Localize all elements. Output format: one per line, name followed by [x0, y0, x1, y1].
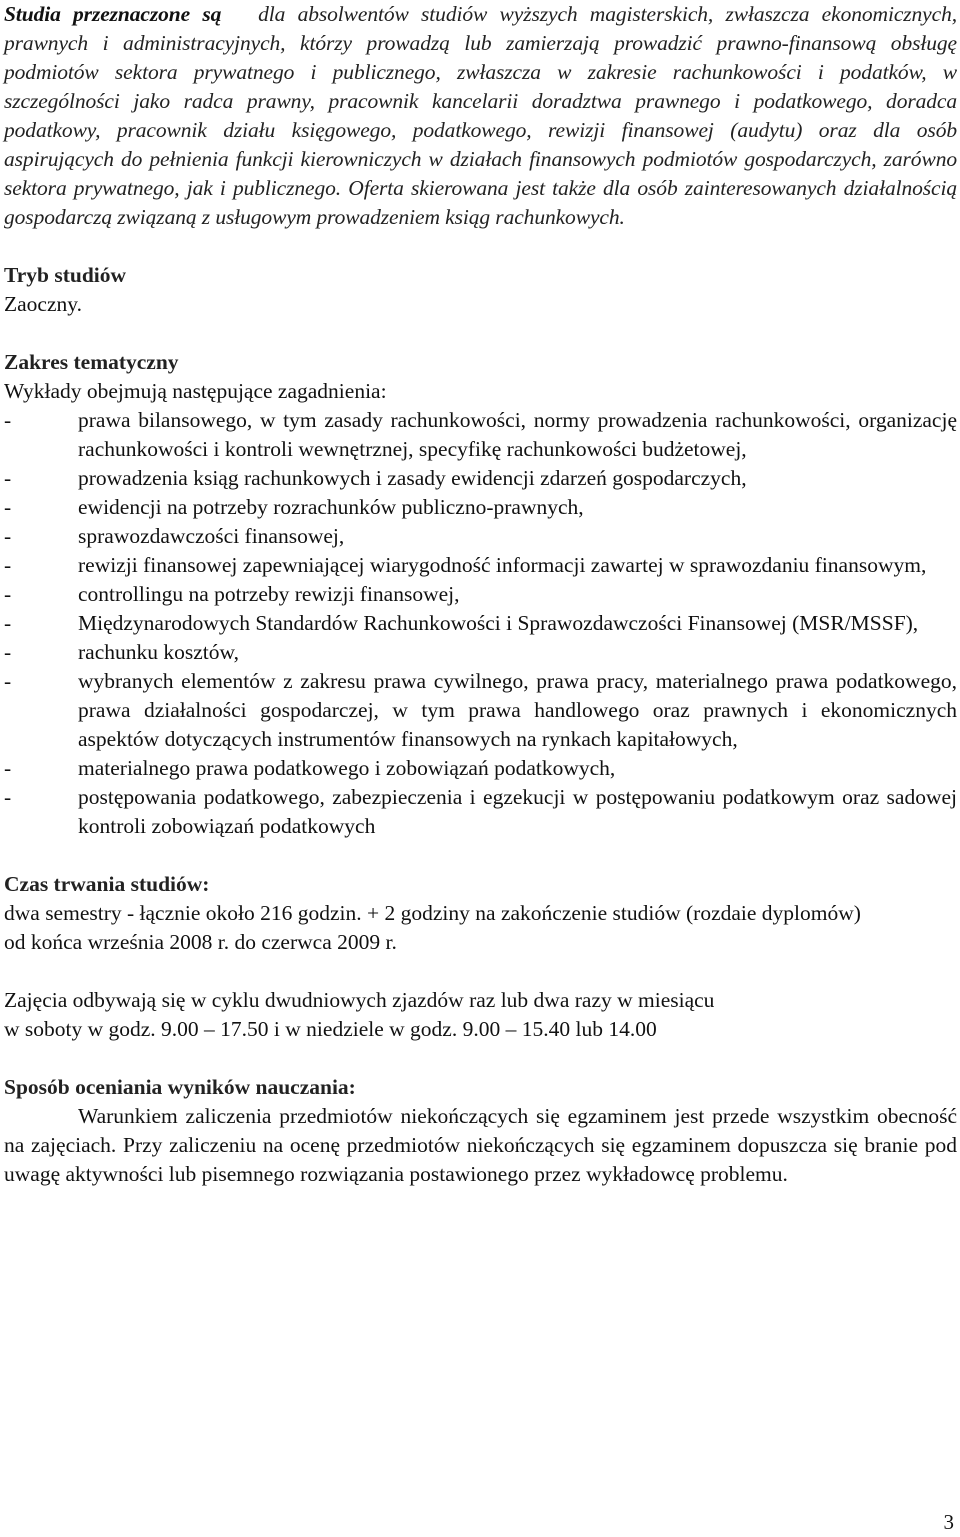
list-item-text: prowadzenia ksiąg rachunkowych i zasady ewidencji zdarzeń gospodarczych,	[78, 466, 747, 490]
list-item	[4, 493, 957, 522]
list-dash: -	[4, 640, 12, 664]
list-item	[4, 667, 957, 754]
scope-intro: Wykłady obejmują następujące zagadnienia:	[4, 379, 387, 403]
list-item-text: Międzynarodowych Standardów Rachunkowości i Sprawozdawczości Finansowej (MSR/MSSF),	[78, 611, 919, 635]
spacer	[4, 957, 957, 986]
list-item	[4, 464, 957, 493]
list-dash: -	[4, 466, 12, 490]
list-item-text: prawa bilansowego, w tym zasady rachunkowości, normy prowadzenia rachunkowości, organizację rachunkowości i kontroli wewnętrznej, specyfikę rachunkowości budżetowej,	[78, 408, 957, 461]
spacer	[4, 841, 957, 870]
duration-heading: Czas trwania studiów:	[4, 872, 210, 896]
list-item-text: postępowania podatkowego, zabezpieczenia i egzekucji w postępowaniu podatkowym oraz sadowej kontroli zobowiązań podatkowych	[78, 785, 957, 838]
list-dash: -	[4, 756, 12, 780]
duration-line-4: w soboty w godz. 9.00 – 17.50 i w niedziele w godz. 9.00 – 15.40 lub 14.00	[4, 1017, 657, 1041]
list-item	[4, 609, 957, 638]
intro-lead: Studia przeznaczone są	[4, 2, 222, 26]
list-dash: -	[4, 524, 12, 548]
list-item	[4, 522, 957, 551]
list-item-text: wybranych elementów z zakresu prawa cywilnego, prawa pracy, materialnego prawa podatkowego, prawa działalności gospodarczej, w tym prawa handlowego oraz prawnych i ekonomicznych aspektów dotyczących instrumentów finansowych na rynkach kapitałowych,	[78, 669, 957, 751]
list-item	[4, 754, 957, 783]
assessment-heading: Sposób oceniania wyników nauczania:	[4, 1075, 356, 1099]
list-item-text: sprawozdawczości finansowej,	[78, 524, 345, 548]
list-dash: -	[4, 408, 12, 432]
topics-list	[4, 406, 957, 841]
scope-heading: Zakres tematyczny	[4, 350, 179, 374]
mode-heading: Tryb studiów	[4, 263, 127, 287]
list-item	[4, 406, 957, 464]
document-page	[4, 0, 957, 1189]
list-dash: -	[4, 669, 12, 693]
list-dash: -	[4, 495, 12, 519]
list-item-text: rewizji finansowej zapewniającej wiarygodność informacji zawartej w sprawozdaniu finansowym,	[78, 553, 927, 577]
list-item-text: materialnego prawa podatkowego i zobowiązań podatkowych,	[78, 756, 616, 780]
intro-body: dla absolwentów studiów wyższych magisterskich, zwłaszcza ekonomicznych, prawnych i administracyjnych, którzy prowadzą lub zamierzają prowadzić prawno-finansową obsługę podmiotów sektora prywatnego i publicznego, zwłaszcza w zakresie rachunkowości i podatków, w szczególności jako radca prawny, pracownik kancelarii doradztwa prawnego i podatkowego, doradca podatkowy, pracownik działu księgowego, podatkowego, rewizji finansowej (audytu) oraz dla osób aspirujących do pełnienia funkcji kierowniczych w działach finansowych podmiotów gospodarczych, zarówno sektora prywatnego, jak i publicznego.	[4, 2, 957, 200]
duration-line-2: od końca września 2008 r. do czerwca 2009 r.	[4, 930, 397, 954]
spacer	[4, 319, 957, 348]
list-item-text: rachunku kosztów,	[78, 640, 240, 664]
page-number: 3	[943, 1510, 954, 1534]
duration-line-3: Zajęcia odbywają się w cyklu dwudniowych zjazdów raz lub dwa razy w miesiącu	[4, 988, 715, 1012]
intro-paragraph	[4, 0, 957, 232]
list-item	[4, 638, 957, 667]
assessment-body: Warunkiem zaliczenia przedmiotów niekończących się egzaminem jest przede wszystkim obecność na zajęciach. Przy zaliczeniu na ocenę przedmiotów niekończących się egzaminem dopuszcza się branie pod uwagę aktywności lub pisemnego rozwiązania postawionego przez wykładowcę problemu.	[4, 1104, 957, 1186]
list-item	[4, 551, 957, 580]
list-dash: -	[4, 611, 12, 635]
spacer	[4, 232, 957, 261]
list-item	[4, 783, 957, 841]
mode-value: Zaoczny.	[4, 292, 82, 316]
list-dash: -	[4, 553, 12, 577]
list-item	[4, 580, 957, 609]
list-item-text: controllingu na potrzeby rewizji finansowej,	[78, 582, 460, 606]
list-dash: -	[4, 582, 12, 606]
spacer	[4, 1044, 957, 1073]
intro-tail: Oferta skierowana jest także dla osób zainteresowanych działalnością gospodarczą związaną z usługowym prowadzeniem ksiąg rachunkowych.	[4, 176, 958, 229]
list-dash: -	[4, 785, 12, 809]
list-item-text: ewidencji na potrzeby rozrachunków publiczno-prawnych,	[78, 495, 584, 519]
duration-line-1: dwa semestry - łącznie około 216 godzin. + 2 godziny na zakończenie studiów (rozdaie dyplomów)	[4, 901, 861, 925]
